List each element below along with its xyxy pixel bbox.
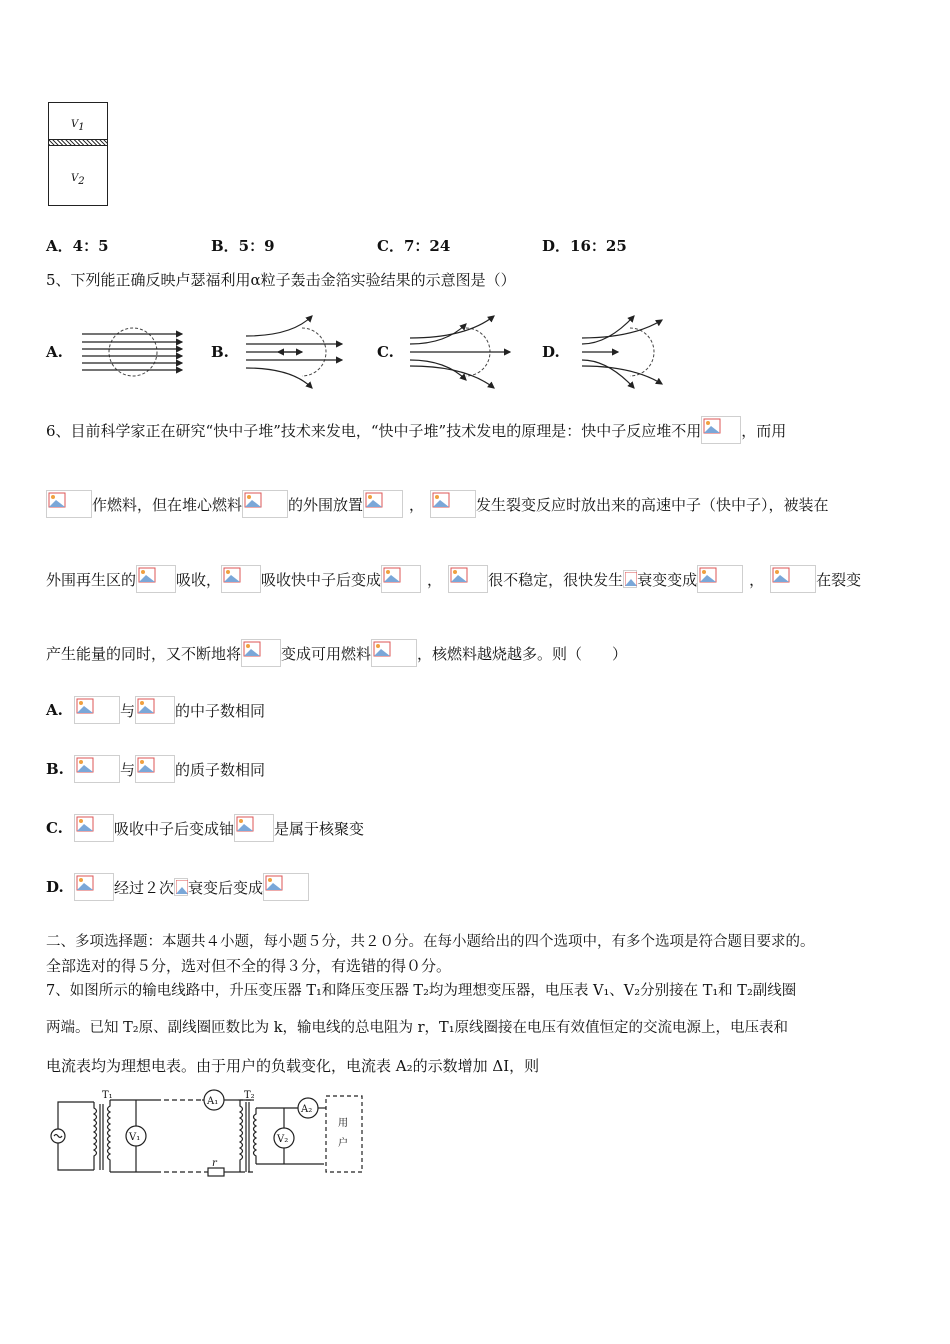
piston [49, 139, 107, 146]
q6-text: 是属于核聚变 [274, 819, 365, 838]
q6-text: 6、目前科学家正在研究“快中子堆”技术来发电，“快中子堆”技术发电的原理是：快中子反应堆不用 [46, 421, 702, 440]
fig4-v2-label: $V_2$ [71, 173, 85, 187]
label-t1: T₁ [102, 1090, 113, 1101]
q6-text: ， [749, 570, 765, 589]
broken-image-icon [373, 641, 391, 657]
formula-image-placeholder [371, 639, 417, 667]
q6-text: 的外围放置 [288, 495, 364, 514]
formula-image-placeholder [770, 565, 816, 593]
q5-stem: 5、下列能正确反映卢瑟福利用α粒子轰击金箔实验结果的示意图是（） [46, 271, 516, 289]
label-t2: T₂ [244, 1090, 255, 1101]
q6-text: 在裂变 [816, 570, 862, 589]
formula-image-placeholder [74, 814, 114, 842]
option-label: C. [46, 819, 63, 837]
formula-image-placeholder [135, 755, 175, 783]
q6-text: 很不稳定，很快发生 [488, 570, 624, 589]
broken-image-icon [236, 816, 254, 832]
q6-text: 的质子数相同 [175, 760, 266, 779]
broken-image-icon [450, 567, 468, 583]
q5-label-c: C. [377, 343, 394, 361]
broken-image-icon [365, 492, 383, 508]
broken-image-icon [243, 641, 261, 657]
formula-image-placeholder [701, 416, 741, 444]
q6-text: 外围再生区的 [46, 570, 137, 589]
broken-image-icon [772, 567, 790, 583]
q6-text: ，核燃料越烧越多。则（ ） [417, 644, 628, 663]
q6-text: ，而用 [741, 421, 787, 440]
q6-text: 衰变后变成 [188, 878, 264, 897]
formula-image-placeholder [46, 490, 92, 518]
q6-text: 作燃料，但在堆心燃料 [92, 495, 243, 514]
broken-image-icon [76, 757, 94, 773]
q4-option-b: B．5：9 [211, 237, 275, 255]
option-label: D. [46, 878, 64, 896]
q6-text: 吸收， [176, 570, 222, 589]
label-v1: V₁ [129, 1132, 141, 1143]
q6-text: ， [409, 495, 425, 514]
q6-option-d [46, 869, 309, 905]
q6-text: ， [427, 570, 443, 589]
label-a2: A₂ [301, 1104, 313, 1115]
formula-image-placeholder [430, 490, 476, 518]
formula-image-placeholder [136, 565, 176, 593]
broken-image-icon [138, 567, 156, 583]
alpha-diagram-c [406, 312, 516, 390]
q6-text: 发生裂变反应时放出来的高速中子（快中子），被装在 [476, 495, 829, 514]
option-label: A. [46, 701, 63, 719]
broken-image-icon [76, 875, 94, 891]
q6-text: 与 [120, 701, 136, 720]
q6-line-1 [46, 412, 786, 448]
option-label: B. [46, 760, 64, 778]
q6-text: 衰变变成 [637, 570, 698, 589]
formula-image-placeholder [74, 873, 114, 901]
q6-text: 与 [120, 760, 136, 779]
broken-image-icon [137, 698, 155, 714]
formula-image-placeholder [623, 570, 637, 588]
alpha-diagram-a [78, 322, 188, 382]
broken-image-icon [48, 492, 66, 508]
formula-image-placeholder [242, 490, 288, 518]
formula-image-placeholder [74, 696, 120, 724]
q6-line-3 [46, 561, 861, 597]
label-r: r [212, 1158, 217, 1169]
formula-image-placeholder [221, 565, 261, 593]
label-user-2: 户 [338, 1138, 348, 1149]
formula-image-placeholder [135, 696, 175, 724]
broken-image-icon [223, 567, 241, 583]
q4-option-a: A．4：5 [46, 237, 109, 255]
q7-line-3: 电流表均为理想电表。由于用户的负载变化，电流表 A₂的示数增加 ΔI，则 [46, 1057, 540, 1075]
q6-text: 经过２次 [114, 878, 175, 897]
q5-label-b: B. [211, 343, 229, 361]
broken-image-icon [432, 492, 450, 508]
alpha-diagram-d [578, 312, 668, 390]
q6-option-c [46, 810, 364, 846]
q4-option-c: C．7：24 [377, 237, 451, 255]
q6-text: 变成可用燃料 [281, 644, 372, 663]
broken-image-icon [176, 880, 188, 894]
broken-image-icon [76, 816, 94, 832]
broken-image-icon [625, 572, 637, 586]
broken-image-icon [265, 875, 283, 891]
label-v2: V₂ [277, 1134, 289, 1145]
q7-line-2: 两端。已知 T₂原、副线圈匝数比为 k，输电线的总电阻为 r，T₁原线圈接在电压有效值恒定的交流电源上，电压表和 [46, 1020, 789, 1036]
broken-image-icon [137, 757, 155, 773]
q6-option-b [46, 751, 265, 787]
formula-image-placeholder [381, 565, 421, 593]
formula-image-placeholder [363, 490, 403, 518]
q4-option-d: D．16：25 [542, 237, 627, 255]
broken-image-icon [76, 698, 94, 714]
broken-image-icon [703, 418, 721, 434]
q6-text: 吸收快中子后变成 [261, 570, 382, 589]
formula-image-placeholder [241, 639, 281, 667]
broken-image-icon [383, 567, 401, 583]
q7-line-1: 7、如图所示的输电线路中，升压变压器 T₁和降压变压器 T₂均为理想变压器，电压表 V₁、V₂分别接在 T₁和 T₂副线圈 [46, 983, 797, 999]
section2-heading-line2: 全部选对的得５分，选对但不全的得３分，有选错的得０分。 [46, 957, 452, 975]
label-a1: A₁ [207, 1096, 219, 1107]
fig4-v1-label: $V_1$ [71, 119, 85, 133]
q4-figure [48, 102, 108, 206]
q6-line-2 [46, 486, 829, 522]
formula-image-placeholder [174, 878, 188, 896]
q5-label-a: A. [46, 343, 63, 361]
formula-image-placeholder [263, 873, 309, 901]
formula-image-placeholder [74, 755, 120, 783]
alpha-diagram-b [242, 312, 352, 390]
formula-image-placeholder [697, 565, 743, 593]
q6-line-4 [46, 635, 627, 671]
formula-image-placeholder [234, 814, 274, 842]
q6-option-a [46, 692, 265, 728]
transmission-circuit-diagram [44, 1088, 368, 1178]
q6-text: 的中子数相同 [175, 701, 266, 720]
broken-image-icon [699, 567, 717, 583]
section2-heading-line1: 二、多项选择题：本题共４小题，每小题５分，共２０分。在每小题给出的四个选项中，有多个选项是符合题目要求的。 [46, 934, 815, 950]
label-user-1: 用 [338, 1118, 348, 1129]
q6-text: 吸收中子后变成铀 [114, 819, 235, 838]
formula-image-placeholder [448, 565, 488, 593]
broken-image-icon [244, 492, 262, 508]
q5-label-d: D. [542, 343, 560, 361]
q6-text: 产生能量的同时，又不断地将 [46, 644, 242, 663]
